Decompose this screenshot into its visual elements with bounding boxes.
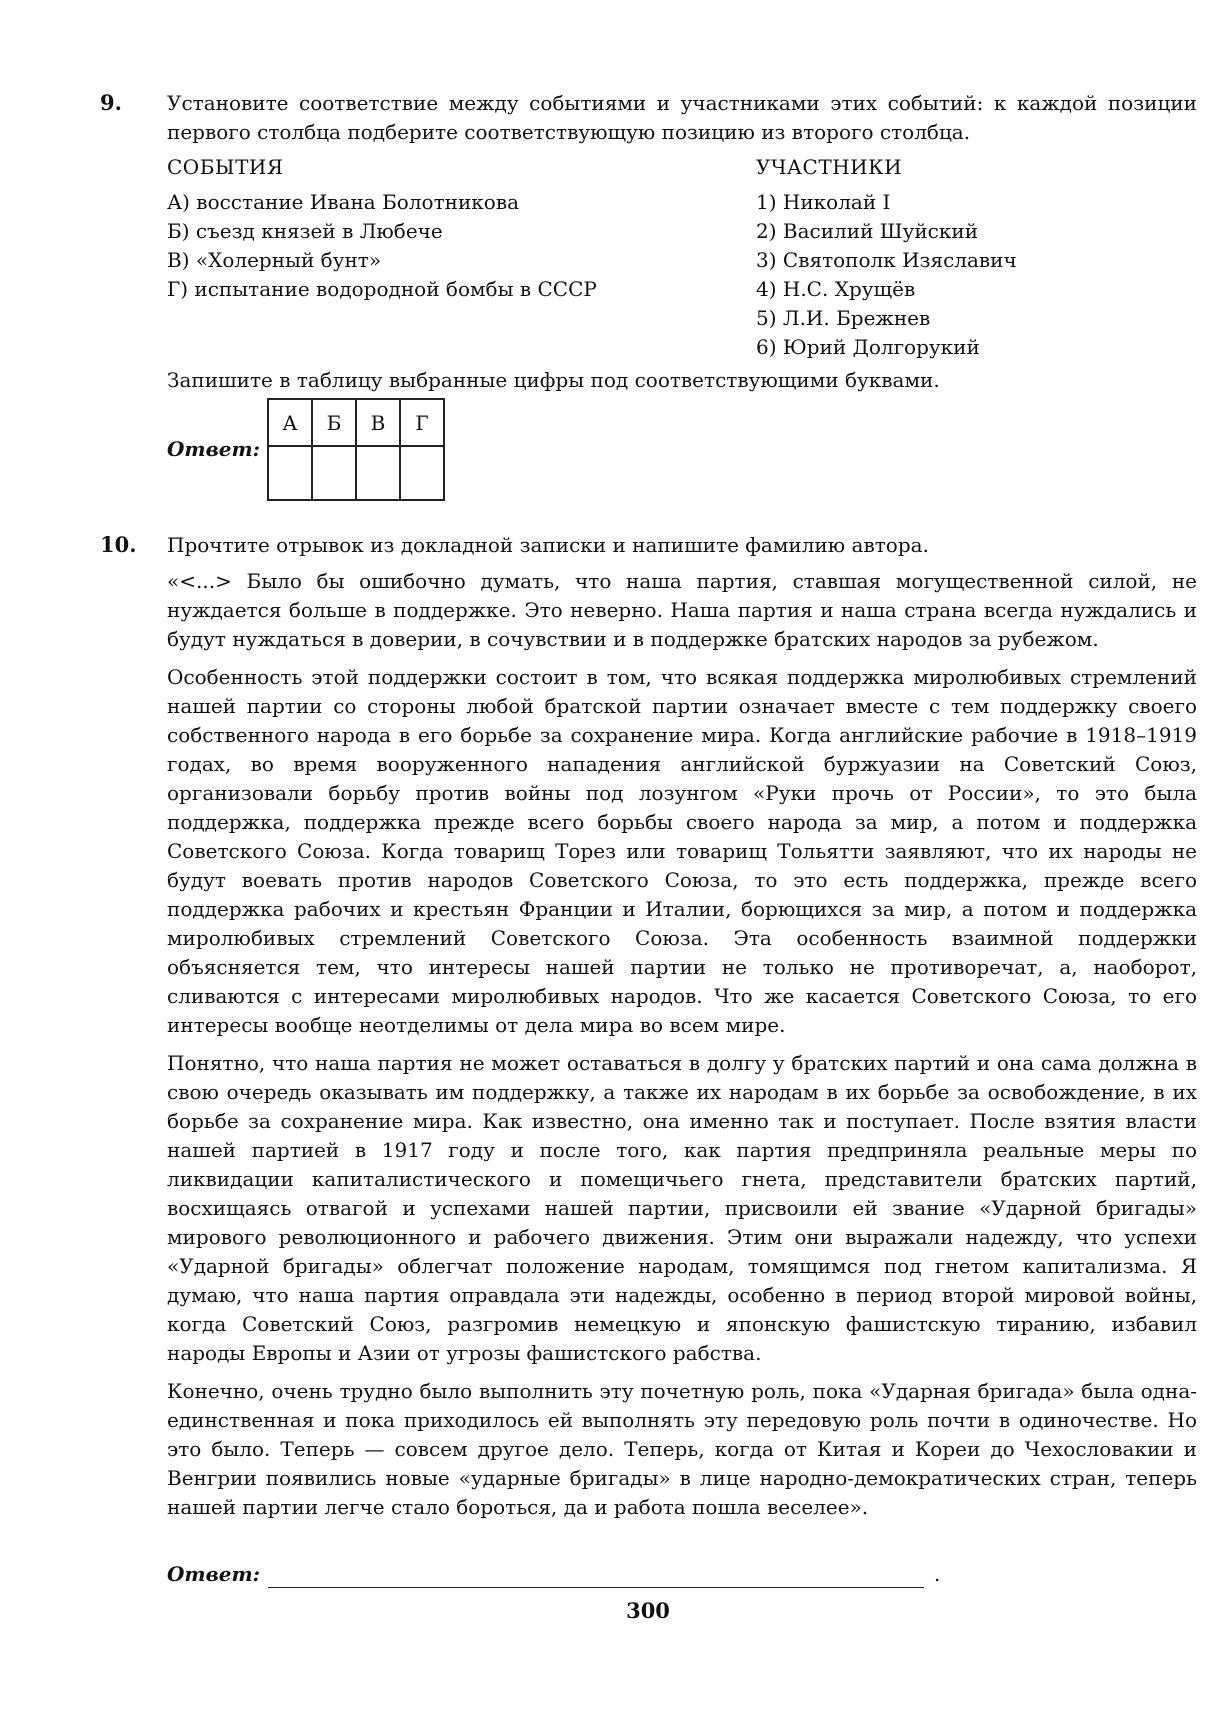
participants-header: УЧАСТНИКИ bbox=[756, 155, 903, 179]
question-9-number: 9. bbox=[100, 90, 122, 115]
participant-item: 5) Л.И. Брежнев bbox=[756, 306, 931, 330]
answer-column-header: А bbox=[268, 399, 312, 446]
event-item: В) «Холерный бунт» bbox=[167, 248, 382, 272]
answer-column-header: Г bbox=[400, 399, 444, 446]
excerpt-paragraph: Понятно, что наша партия не может оставаться в долгу у братских партий и она сама должна в свою очередь оказывать им поддержку, а также их народам в их борьбе за освобождение, в их борьбе за сохранение мира. Как известно, она именно так и поступает. После взятия власти нашей партией в 1917 году и после того, как партия предприняла реальные меры по ликвидации капиталистического и помещичьего гнета, представители братских партий, восхищаясь отвагой и успехами нашей партии, присвоили ей звание «Ударной бригады» мирового революционного и рабочего движения. Этим они выражали надежду, что успехи «Ударной бригады» облегчат положение народам, томящимся под гнетом капитализма. Я думаю, что наша партия оправдала эти надежды, особенно в период второй мировой войны, когда Советский Союз, разгромив немецкую и японскую фашистскую тиранию, избавил народы Европы и Азии от угрозы фашистского рабства. bbox=[167, 1051, 1197, 1365]
participant-item: 6) Юрий Долгорукий bbox=[756, 335, 980, 359]
question-9-instruction: Установите соответствие между событиями и участниками этих событий: к каждой позиции первого столбца подберите соответствующую позицию из второго столбца. bbox=[167, 91, 1197, 144]
answer-cell-g[interactable] bbox=[400, 446, 444, 500]
participant-item: 2) Василий Шуйский bbox=[756, 219, 979, 243]
participant-item: 3) Святополк Изяславич bbox=[756, 248, 1017, 272]
answer-cell-a[interactable] bbox=[268, 446, 312, 500]
event-item: А) восстание Ивана Болотникова bbox=[167, 190, 520, 214]
excerpt-paragraph: Конечно, очень трудно было выполнить эту почетную роль, пока «Ударная бригада» была одна-единственная и пока приходилось ей выполнять эту передовую роль почти в одиночестве. Но это было. Теперь — совсем другое дело. Теперь, когда от Китая и Кореи до Чехословакии и Венгрии появились новые «ударные бригады» в лице народно-демократических стран, теперь нашей партии легче стало бороться, да и работа пошла веселее». bbox=[167, 1379, 1197, 1519]
source-excerpt bbox=[167, 567, 1197, 1531]
excerpt-paragraph: «<...> Было бы ошибочно думать, что наша партия, ставшая могущественной силой, не нуждается больше в поддержке. Это неверно. Наша партия и наша страна всегда нуждались и будут нуждаться в доверии, в сочувствии и в поддержке братских народов за рубежом. bbox=[167, 569, 1197, 651]
answer-cell-v[interactable] bbox=[356, 446, 400, 500]
event-item: Б) съезд князей в Любече bbox=[167, 219, 443, 243]
participant-item: 4) Н.С. Хрущёв bbox=[756, 277, 916, 301]
excerpt-paragraph: Особенность этой поддержки состоит в том, что всякая поддержка миролюбивых стремлений нашей партии со стороны любой братской партии означает вместе с тем поддержку своего собственного народа в его борьбе за сохранение мира. Когда английские рабочие в 1918–1919 годах, во время вооруженного нападения английской буржуазии на Советский Союз, организовали борьбу против войны под лозунгом «Руки прочь от России», то это была поддержка, поддержка прежде всего борьбы своего народа за мир, а потом и поддержка Советского Союза. Когда товарищ Торез или товарищ Тольятти заявляют, что их народы не будут воевать против народов Советского Союза, то это есть поддержка, прежде всего поддержка рабочих и крестьян Франции и Италии, борющихся за мир, а потом и поддержка миролюбивых стремлений Советского Союза. Эта особенность взаимной поддержки объясняется тем, что интересы нашей партии не только не противоречат, а, наоборот, сливаются с интересами миролюбивых народов. Что же касается Советского Союза, то его интересы вообще неотделимы от дела мира во всем мире. bbox=[167, 665, 1197, 1037]
events-header: СОБЫТИЯ bbox=[167, 155, 284, 179]
answer-line[interactable] bbox=[268, 1587, 924, 1588]
answer-table bbox=[267, 398, 445, 501]
answer-column-header: Б bbox=[312, 399, 356, 446]
table-instruction: Запишите в таблицу выбранные цифры под соответствующими буквами. bbox=[167, 368, 940, 392]
answer-label-q10: Ответ: bbox=[167, 1562, 260, 1586]
answer-column-header: В bbox=[356, 399, 400, 446]
event-item: Г) испытание водородной бомбы в СССР bbox=[167, 277, 597, 301]
answer-period: . bbox=[934, 1562, 941, 1586]
question-10-number: 10. bbox=[100, 532, 137, 557]
answer-cell-b[interactable] bbox=[312, 446, 356, 500]
answer-label-q9: Ответ: bbox=[167, 437, 260, 461]
participant-item: 1) Николай I bbox=[756, 190, 891, 214]
page-number: 300 bbox=[626, 1598, 670, 1623]
question-10-instruction: Прочтите отрывок из докладной записки и напишите фамилию автора. bbox=[167, 533, 929, 557]
